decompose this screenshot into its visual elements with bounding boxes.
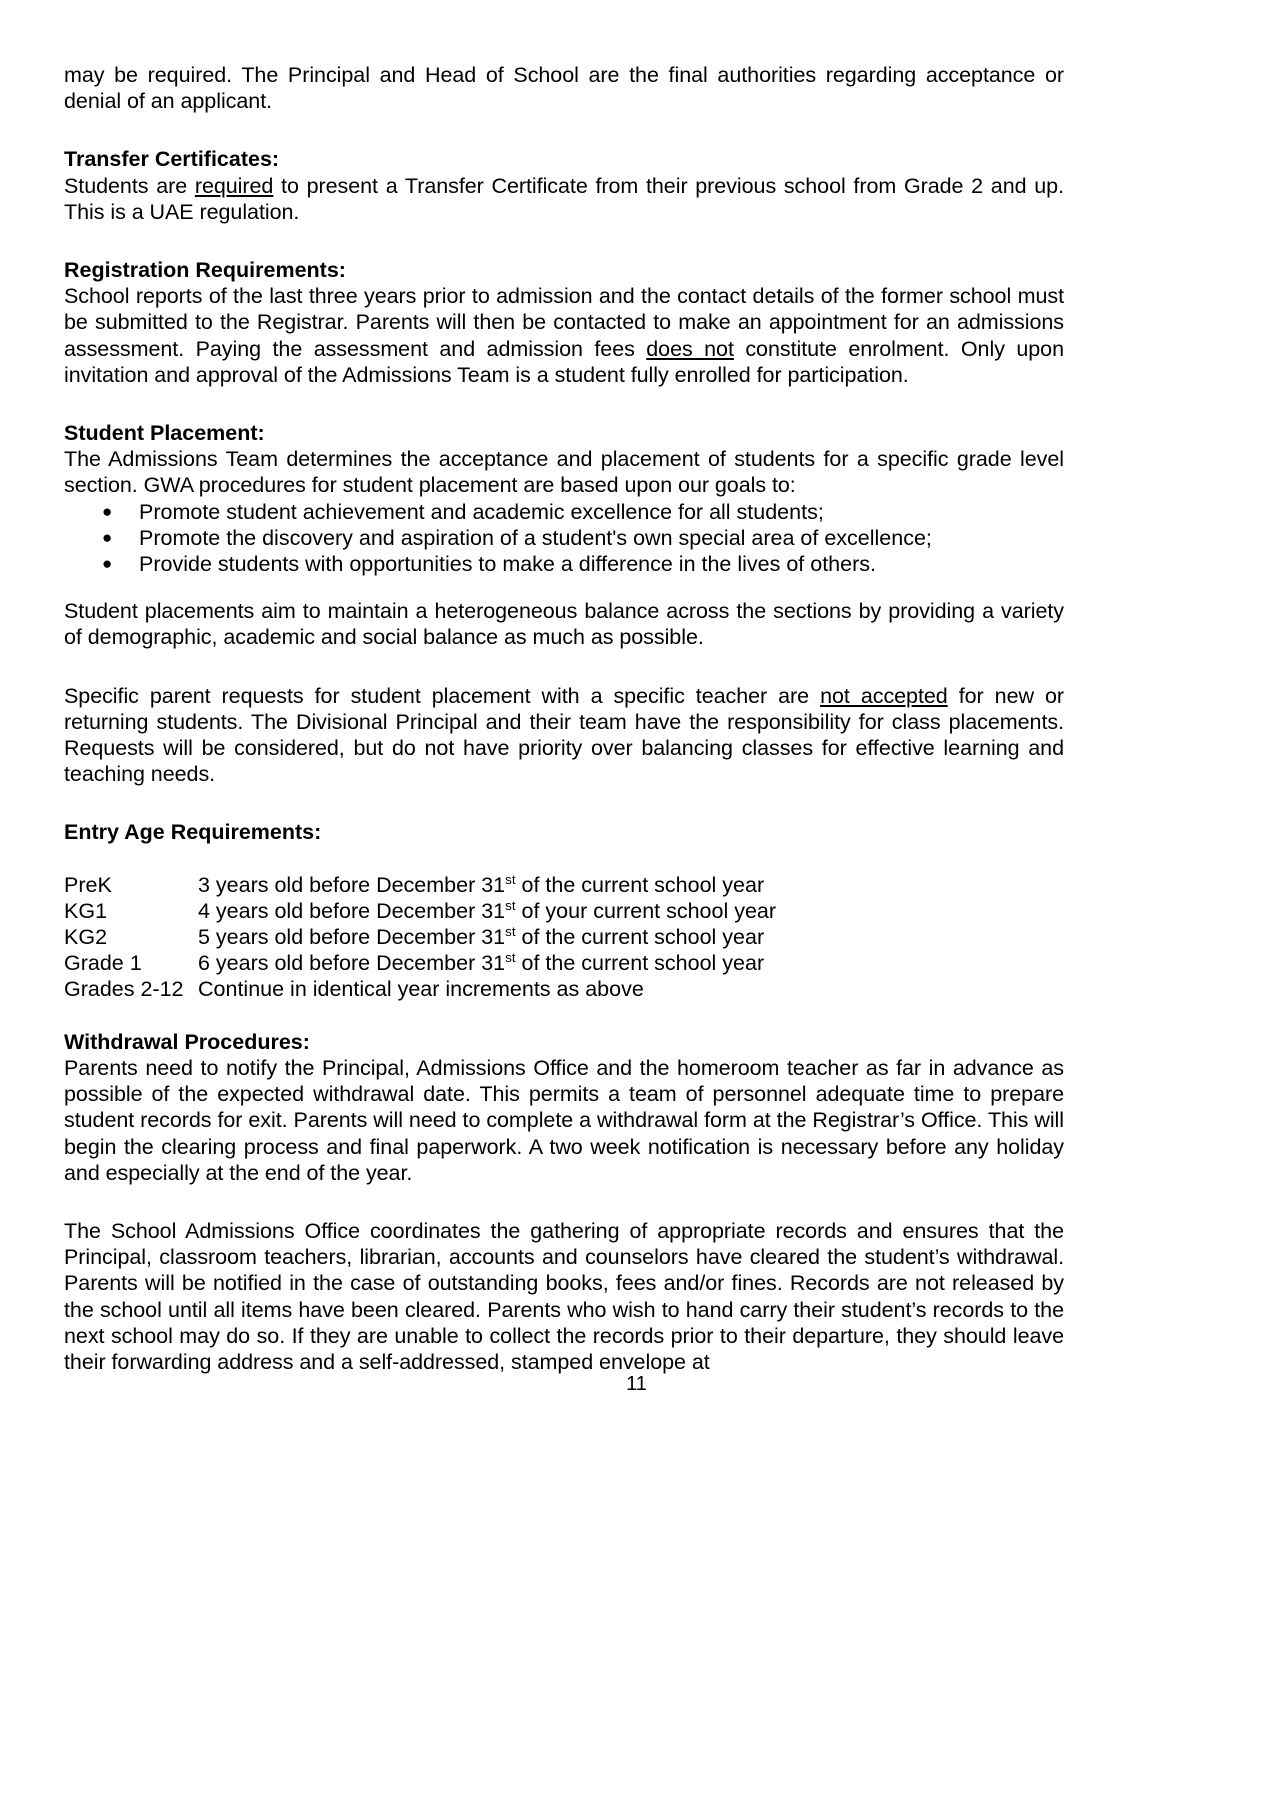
age-requirement-cell <box>198 898 776 924</box>
student-placement-goals-list <box>64 499 1064 578</box>
spacer <box>64 1208 1064 1218</box>
bullet-icon: ● <box>102 554 113 574</box>
placement-emphasis-not-accepted: not accepted <box>820 683 948 708</box>
registration-emphasis-does-not: does not <box>646 336 734 361</box>
age-req-after: of the current school year <box>515 872 765 897</box>
paragraph-registration-requirements <box>64 283 1064 388</box>
spacer <box>64 1003 1064 1029</box>
age-req-before: 3 years old before December 31 <box>198 872 506 897</box>
age-req-before: Continue in identical year increments as above <box>198 977 644 1002</box>
table-row <box>64 872 776 898</box>
heading-student-placement: Student Placement: <box>64 421 265 446</box>
age-req-before: 5 years old before December 31 <box>198 925 506 950</box>
goal-text: Promote the discovery and aspiration of a student's own special area of excellence; <box>139 525 932 550</box>
goal-text: Provide students with opportunities to make a difference in the lives of others. <box>139 552 876 577</box>
bullet-icon: ● <box>102 527 113 547</box>
transfer-emphasis-required: required <box>194 173 274 198</box>
list-item <box>64 499 1064 525</box>
grade-level-cell: KG2 <box>64 925 108 950</box>
intro-paragraph: may be required. The Principal and Head of School are the final authorities regarding acceptance or denial of an applicant. <box>64 63 1064 114</box>
goal-text: Promote student achievement and academic excellence for all students; <box>139 499 824 524</box>
spacer <box>64 673 1064 683</box>
placement-requests-part-1: Specific parent requests for student placement with a specific teacher are <box>64 683 821 708</box>
table-row <box>64 898 776 924</box>
heading-registration-requirements: Registration Requirements: <box>64 258 346 283</box>
grade-level-cell: PreK <box>64 872 112 897</box>
table-row <box>64 976 776 1002</box>
registration-text-part-1: School reports of the last three years prior to admission and the contact details of the former school must be submitted to the Registrar. Parents will then be contacted to make an appointment for an admissions assessment. Paying the assessment and admission fees <box>64 284 1064 361</box>
bullet-icon: ● <box>102 501 113 521</box>
paragraph-withdrawal-2: The School Admissions Office coordinates the gathering of appropriate records and ensures that the Principal, classroom teachers, librarian, accounts and counselors have cleared the student’s withdrawal. Parents will be notified in the case of outstanding books, fees and/or fines. Records are not released by the school until all items have been cleared. Parents who wish to hand carry their student’s records to the next school may do so. If they are unable to collect the records prior to their departure, they should leave their forwarding address and a self-addressed, stamped envelope at <box>64 1218 1064 1374</box>
entry-age-table <box>64 872 776 1003</box>
spacer <box>64 136 1064 146</box>
heading-entry-age-requirements: Entry Age Requirements: <box>64 820 322 845</box>
age-req-after: of the current school year <box>515 951 765 976</box>
heading-withdrawal-procedures: Withdrawal Procedures: <box>64 1029 310 1054</box>
page-number: 11 <box>626 1373 647 1395</box>
document-body <box>64 62 1064 1375</box>
age-requirement-cell <box>198 924 776 950</box>
ordinal-suffix: st <box>505 871 516 887</box>
ordinal-suffix: st <box>505 950 516 966</box>
transfer-text-part-1: Students are <box>64 173 195 198</box>
spacer <box>64 577 1064 598</box>
age-req-before: 6 years old before December 31 <box>198 951 506 976</box>
age-req-before: 4 years old before December 31 <box>198 898 506 923</box>
grade-level-cell: KG1 <box>64 898 108 923</box>
age-requirement-cell <box>198 976 776 1002</box>
ordinal-suffix: st <box>505 923 516 939</box>
grade-level-cell: Grades 2-12 <box>64 977 184 1002</box>
paragraph-placement-balance: Student placements aim to maintain a heterogeneous balance across the sections by providing a variety of demographic, academic and social balance as much as possible. <box>64 599 1064 650</box>
spacer <box>64 410 1064 420</box>
table-row <box>64 950 776 976</box>
list-item <box>64 525 1064 551</box>
age-requirement-cell <box>198 872 776 898</box>
placement-requests-part-2: for new or returning students. The Divisional Principal and their team have the responsibility for class placements. Requests will be considered, but do not have priority over balancing classes for effective learning and teaching needs. <box>64 683 1064 787</box>
spacer <box>64 809 1064 819</box>
paragraph-transfer-certificates <box>64 173 1064 225</box>
spacer <box>64 247 1064 257</box>
list-item <box>64 551 1064 577</box>
grade-level-cell: Grade 1 <box>64 951 142 976</box>
spacer <box>64 846 1064 872</box>
age-req-after: of your current school year <box>515 898 777 923</box>
age-req-after: of the current school year <box>515 925 765 950</box>
heading-transfer-certificates: Transfer Certificates: <box>64 147 280 172</box>
paragraph-withdrawal-1: Parents need to notify the Principal, Admissions Office and the homeroom teacher as far in advance as possible of the expected withdrawal date. This permits a team of personnel adequate time to prepare student records for exit. Parents will need to complete a withdrawal form at the Registrar’s Office. This will begin the clearing process and final paperwork. A two week notification is necessary before any holiday and especially at the end of the year. <box>64 1055 1064 1185</box>
registration-text-part-2: constitute enrolment. Only upon invitation and approval of the Admissions Team is a student fully enrolled for participation. <box>64 336 1064 387</box>
age-requirement-cell <box>198 950 776 976</box>
paragraph-placement-requests <box>64 683 1064 788</box>
paragraph-student-placement-intro: The Admissions Team determines the acceptance and placement of students for a specific grade level section. GWA procedures for student placement are based upon our goals to: <box>64 447 1064 498</box>
table-row <box>64 924 776 950</box>
ordinal-suffix: st <box>505 897 516 913</box>
transfer-text-part-2: to present a Transfer Certificate from their previous school from Grade 2 and up. This is a UAE regulation. <box>64 173 1064 224</box>
